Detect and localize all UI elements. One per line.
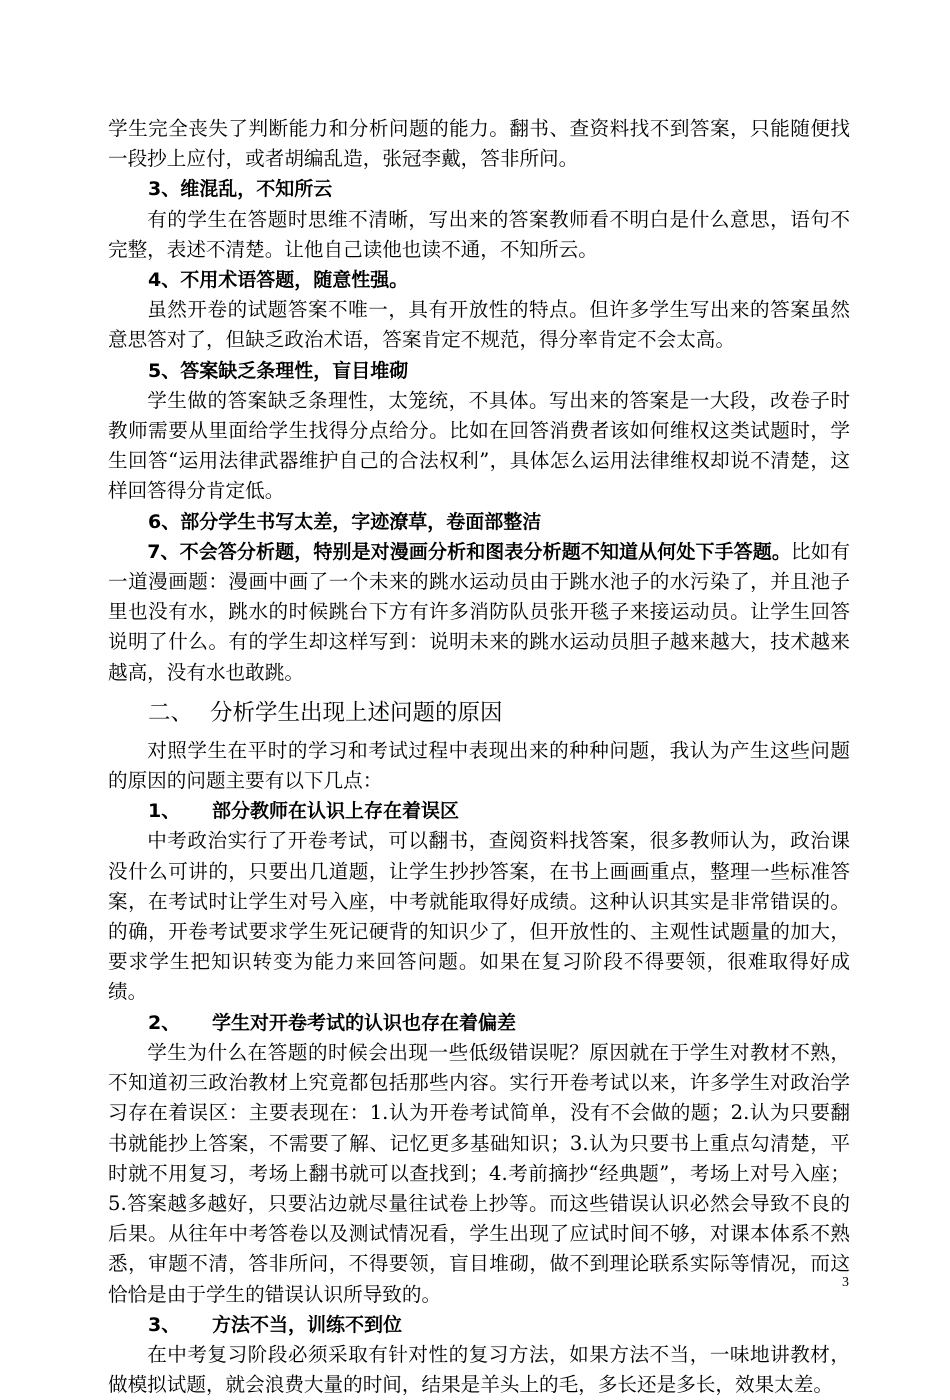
subsection-3-heading [108, 1310, 850, 1340]
heading-4: 4、不用术语答题，随意性强。 [148, 269, 409, 292]
paragraph-5: 学生做的答案缺乏条理性，太笼统，不具体。写出来的答案是一大段，改卷子时教师需要从里面给学生找得分点给分。比如在回答消费者该如何维权这类试题时，学生回答“运用法律武器维护自己的合法权利”，具体怎么运用法律维权却说不清楚，这样回答得分肯定低。 [108, 388, 850, 503]
subsection-3-title: 方法不当，训练不到位 [212, 1313, 403, 1336]
heading-6: 6、部分学生书写太差，字迹潦草，卷面部整洁 [148, 510, 542, 533]
page-number: 3 [842, 1275, 849, 1290]
document-body [108, 114, 850, 1400]
paragraph-3: 有的学生在答题时思维不清晰，写出来的答案教师看不明白是什么意思，语句不完整，表述不清楚。让他自己读他也读不通，不知所云。 [108, 207, 850, 261]
section-2-title-text: 分析学生出现上述问题的原因 [210, 699, 503, 726]
subsection-3-body: 在中考复习阶段必须采取有针对性的复习方法，如果方法不当，一味地讲教材，做模拟试题，就会浪费大量的时间，结果是羊头上的毛，多长还是多长，效果太差。 [108, 1342, 850, 1397]
heading-3: 3、维混乱，不知所云 [148, 178, 333, 201]
subsection-2-body: 学生为什么在答题的时候会出现一些低级错误呢？原因就在于学生对教材不熟，不知道初三政治教材上究竟都包括那些内容。实行开卷考试以来，许多学生对政治学习存在着误区：主要表现在：1.认为开卷考试简单，没有不会做的题；2.认为只要翻书就能抄上答案，不需要了解、记忆更多基础知识；3.认为只要书上重点勾清楚，平时就不用复习，考场上翻书就可以查找到；4.考前摘抄“经典题”，考场上对号入座；5.答案越多越好，只要沾边就尽量往试卷上抄等。而这些错误认识必然会导致不良的后果。从往年中考答卷以及测试情况看，学生出现了应试时间不够，对课本体系不熟悉，审题不清，答非所问，不得要领，盲目堆砌，做不到理论联系实际等情况，而这恰恰是由于学生的错误认识所导致的。 [108, 1040, 850, 1306]
paragraph-continued: 学生完全丧失了判断能力和分析问题的能力。翻书、查资料找不到答案，只能随便找一段抄上应付，或者胡编乱造，张冠李戴，答非所问。 [108, 117, 850, 171]
paragraph-7-body: 比如有一道漫画题：漫画中画了一个未来的跳水运动员由于跳水池子的水污染了，并且池子里也没有水，跳水的时候跳台下方有许多消防队员张开毯子来接运动员。让学生回答说明了什么。有的学生却这样写到：说明未来的跳水运动员胆子越来越大，技术越来越高，没有水也敢跳。 [108, 539, 850, 684]
heading-5: 5、答案缺乏条理性，盲目堆砌 [148, 359, 409, 382]
section-2-number: 二、 [148, 699, 194, 726]
subsection-1-heading [108, 796, 850, 826]
heading-7: 7、不会答分析题，特别是对漫画分析和图表分析题不知道从何处下手答题。 [147, 540, 791, 563]
section-2-title [108, 696, 850, 730]
subsection-2-number: 2、 [148, 1011, 181, 1034]
subsection-2-title: 学生对开卷考试的认识也存在着偏差 [212, 1011, 517, 1034]
subsection-1-number: 1、 [148, 800, 181, 823]
paragraph-4: 虽然开卷的试题答案不唯一，具有开放性的特点。但许多学生写出来的答案虽然意思答对了，但缺乏政治术语，答案肯定不规范，得分率肯定不会太高。 [108, 298, 850, 352]
subsection-2-heading [108, 1008, 850, 1038]
subsection-1-body: 中考政治实行了开卷考试，可以翻书，查阅资料找答案，很多教师认为，政治课没什么可讲的，只要出几道题，让学生抄抄答案，在书上画画重点，整理一些标准答案，在考试时让学生对号入座，中考就能取得好成绩。这种认识其实是非常错误的。的确，开卷考试要求学生死记硬背的知识少了，但开放性的、主观性试题量的加大，要求学生把知识转变为能力来回答问题。如果在复习阶段不得要领，很难取得好成绩。 [108, 829, 850, 1004]
paragraph-7 [108, 537, 850, 688]
section-2-intro: 对照学生在平时的学习和考试过程中表现出来的种种问题，我认为产生这些问题的原因的问题主要有以下几点： [108, 738, 850, 793]
subsection-1-title: 部分教师在认识上存在着误区 [212, 800, 460, 823]
subsection-3-number: 3、 [148, 1313, 181, 1336]
